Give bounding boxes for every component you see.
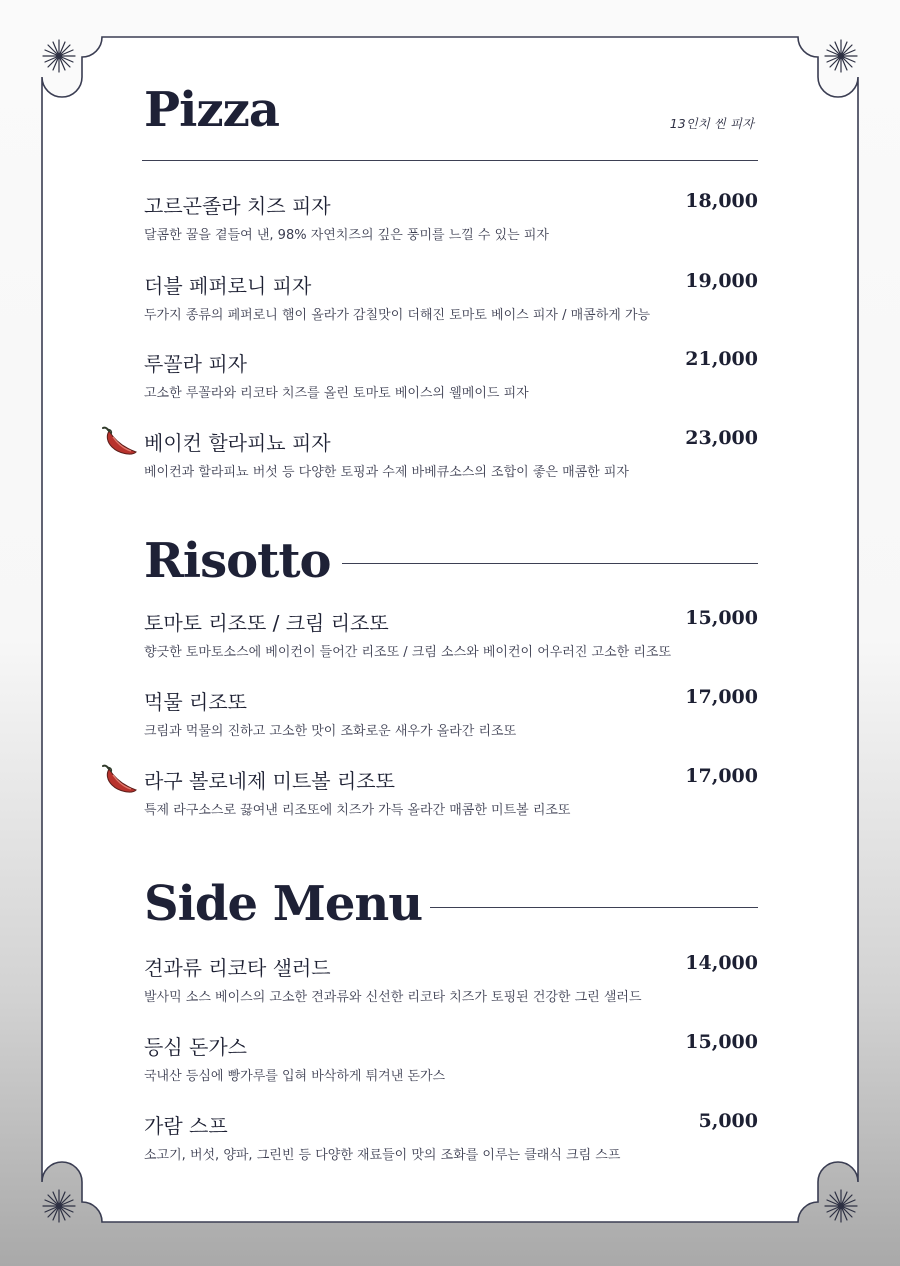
item-price: 19,000 (685, 270, 758, 292)
item-name: 가람 스프 (144, 1114, 228, 1138)
pizza-size-note: 13인치 씬 피자 (669, 116, 754, 131)
item-price: 14,000 (685, 952, 758, 974)
item-name: 루꼴라 피자 (144, 352, 247, 376)
menu-item-bacon-jalapeno-pizza (144, 427, 758, 487)
item-description: 베이컨과 할라피뇨 버섯 등 다양한 토핑과 수제 바베큐소스의 조합이 좋은 매콤한 피자 (144, 465, 629, 480)
item-price: 21,000 (685, 348, 758, 370)
item-price: 17,000 (685, 765, 758, 787)
item-description: 두가지 종류의 페퍼로니 햄이 올라가 감칠맛이 더해진 토마토 베이스 피자 / 매콤하게 가능 (144, 308, 651, 323)
menu-item-double-pepperoni-pizza (144, 270, 758, 330)
item-description: 달콤한 꿀을 곁들여 낸, 98% 자연치즈의 깊은 풍미를 느낄 수 있는 피자 (144, 228, 549, 243)
item-price: 15,000 (685, 1031, 758, 1053)
section-title-risotto: Risotto (144, 533, 331, 589)
section-title-side-menu: Side Menu (144, 876, 423, 932)
item-price: 5,000 (698, 1110, 758, 1132)
item-description: 특제 라구소스로 끓여낸 리조또에 치즈가 가득 올라간 매콤한 미트볼 리조또 (144, 803, 571, 818)
item-name: 베이컨 할라피뇨 피자 (144, 431, 331, 455)
item-price: 15,000 (685, 607, 758, 629)
item-description: 향긋한 토마토소스에 베이컨이 들어간 리조또 / 크림 소스와 베이컨이 어우러진 고소한 리조또 (144, 645, 672, 660)
item-name: 라구 볼로네제 미트볼 리조또 (144, 769, 395, 793)
side-menu-divider (430, 907, 758, 908)
item-name: 견과류 리코타 샐러드 (144, 956, 331, 980)
menu-item-ragu-meatball-risotto (144, 765, 758, 825)
menu-item-pork-cutlet (144, 1031, 758, 1091)
item-name: 토마토 리조또 / 크림 리조또 (144, 611, 389, 635)
chili-pepper-icon (102, 425, 140, 457)
item-description: 소고기, 버섯, 양파, 그린빈 등 다양한 재료들이 맛의 조화를 이루는 클래식 크림 스프 (144, 1148, 621, 1163)
pizza-divider (142, 160, 758, 161)
corner-ornament-bottom-right (821, 1186, 861, 1226)
item-name: 먹물 리조또 (144, 690, 247, 714)
item-description: 크림과 먹물의 진하고 고소한 맛이 조화로운 새우가 올라간 리조또 (144, 724, 517, 739)
risotto-divider (342, 563, 758, 564)
menu-item-nut-ricotta-salad (144, 952, 758, 1012)
menu-item-rucola-pizza (144, 348, 758, 408)
corner-ornament-top-left (39, 36, 79, 76)
corner-ornament-bottom-left (39, 1186, 79, 1226)
item-name: 더블 페퍼로니 피자 (144, 274, 312, 298)
item-name: 등심 돈가스 (144, 1035, 247, 1059)
item-name: 고르곤졸라 치즈 피자 (144, 194, 331, 218)
menu-item-squid-ink-risotto (144, 686, 758, 746)
item-description: 발사믹 소스 베이스의 고소한 견과류와 신선한 리코타 치즈가 토핑된 건강한 그린 샐러드 (144, 990, 642, 1005)
item-description: 국내산 등심에 빵가루를 입혀 바삭하게 튀겨낸 돈가스 (144, 1069, 446, 1084)
item-price: 23,000 (685, 427, 758, 449)
menu-item-gorgonzola-pizza (144, 190, 758, 250)
section-title-pizza: Pizza (144, 82, 279, 138)
menu-item-tomato-cream-risotto (144, 607, 758, 667)
item-price: 18,000 (685, 190, 758, 212)
item-price: 17,000 (685, 686, 758, 708)
menu-item-garam-soup (144, 1110, 758, 1170)
item-description: 고소한 루꼴라와 리코타 치즈를 올린 토마토 베이스의 웰메이드 피자 (144, 386, 529, 401)
chili-pepper-icon (102, 763, 140, 795)
corner-ornament-top-right (821, 36, 861, 76)
